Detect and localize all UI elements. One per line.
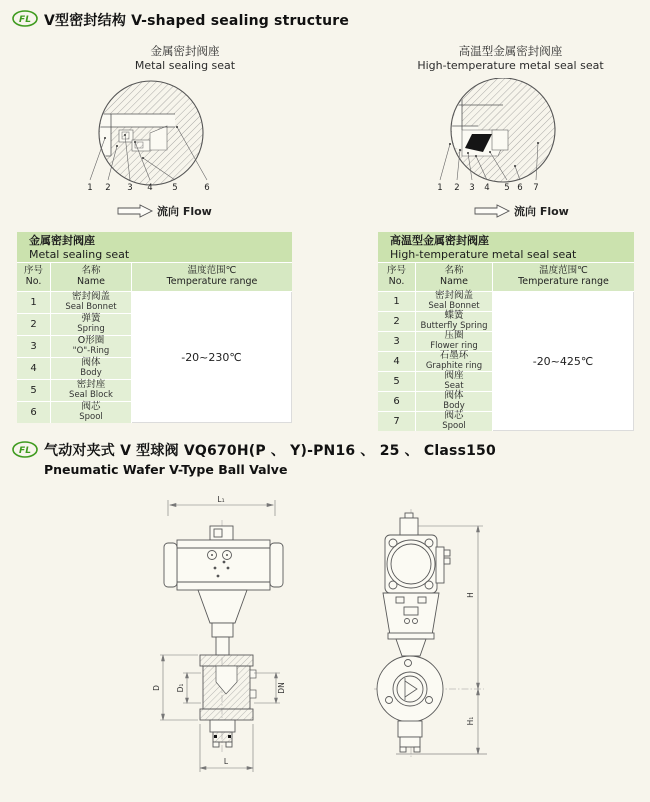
row-no: 1 [17,292,50,313]
valve-side-view-drawing [352,495,512,785]
section1-title: V型密封结构 V-shaped sealing structure [44,13,350,29]
dim-h1 [477,689,480,754]
row-name: 阀体 Body [51,358,131,379]
caption-zh: 金属密封阀座 [150,44,220,58]
col-header-no: 序号 No. [17,263,50,291]
col-header-temp: 温度范围℃ Temperature range [493,263,634,291]
col-header-no: 序号 No. [378,263,415,291]
caption-en: Metal sealing seat [134,58,236,72]
row-no: 6 [17,402,50,423]
actuator-end-view [385,513,450,593]
svg-text:D: D [152,685,161,691]
svg-text:2: 2 [454,183,460,193]
svg-text:3: 3 [469,183,475,193]
table-title-en: Metal sealing seat [29,247,130,261]
caption-high-temp-seal [388,44,633,73]
flow-arrow-icon [475,205,509,217]
svg-text:2: 2 [105,183,111,193]
caption-en: High-temperature metal seal seat [417,58,604,72]
row-name: 阀芯 Spool [51,402,131,423]
temp-range-value: -20~425℃ [493,292,634,431]
table-title [378,232,634,262]
svg-text:1: 1 [437,183,443,193]
dim-d1 [183,673,201,703]
row-no: 3 [17,336,50,357]
valve-front-view-drawing [140,492,340,787]
row-no: 6 [378,392,415,411]
section2-title-zh: 气动对夹式 V 型球阀 VQ670H(P 、 Y)-PN16 、 25 、 Class150 [44,443,496,459]
col-header-name: 名称 Name [51,263,131,291]
metal-seal-section-diagram [75,78,305,228]
caption-metal-seal [75,44,295,73]
valve-face-view [377,656,443,722]
table-high-temp-seal [378,232,634,431]
row-no: 3 [378,332,415,351]
row-name: 蝶簧 Butterfly Spring [416,312,492,331]
table-title-zh: 金属密封阀座 [29,234,95,247]
actuator-front [164,526,283,590]
svg-text:6: 6 [204,183,210,193]
svg-text:DN: DN [277,682,286,694]
mounting-bracket [198,590,247,655]
svg-text:4: 4 [484,183,490,193]
row-no: 1 [378,292,415,311]
flow-label: 流向 Flow [157,205,212,218]
svg-text:4: 4 [147,183,153,193]
section1-header [12,10,349,30]
row-name: 阀芯 Spool [416,412,492,431]
table-title [17,232,292,262]
row-name: 压圈 Flower ring [416,332,492,351]
row-name: 密封座 Seal Block [51,380,131,401]
row-name: 阀体 Body [416,392,492,411]
row-no: 5 [17,380,50,401]
callout-numbers [437,183,538,193]
stem-gland [210,720,235,747]
svg-text:1: 1 [87,183,93,193]
flow-arrow-icon [118,205,152,217]
svg-text:7: 7 [533,183,539,193]
section2-header [12,440,496,477]
row-name: 弹簧 Spring [51,314,131,335]
row-no: 2 [378,312,415,331]
row-name: 阀座 Seat [416,372,492,391]
row-no: 5 [378,372,415,391]
row-name: 密封阀盖 Seal Bonnet [416,292,492,311]
row-name: 石墨环 Graphite ring [416,352,492,371]
col-header-name: 名称 Name [416,263,492,291]
svg-text:H₁: H₁ [466,716,475,726]
table-metal-seal [17,232,292,423]
svg-text:L₁: L₁ [217,495,225,504]
table-title-en: High-temperature metal seal seat [390,247,577,261]
brand-logo-text: FL [19,15,31,25]
dim-labels [466,592,475,725]
svg-text:6: 6 [517,183,523,193]
brand-logo-icon [12,441,38,458]
mounting-bracket-side [383,593,439,656]
row-name: 密封阀盖 Seal Bonnet [51,292,131,313]
row-name: O形圈 "O"-Ring [51,336,131,357]
svg-text:D₁: D₁ [176,683,185,693]
row-no: 4 [17,358,50,379]
caption-zh: 高温型金属密封阀座 [458,44,563,58]
callout-numbers [87,183,209,193]
brand-logo-icon [12,10,38,27]
row-no: 2 [17,314,50,335]
table-title-zh: 高温型金属密封阀座 [390,234,489,247]
svg-text:5: 5 [504,183,510,193]
section2-title-en: Pneumatic Wafer V-Type Ball Valve [44,462,288,477]
row-no: 4 [378,352,415,371]
row-no: 7 [378,412,415,431]
valve-body-section [200,655,256,720]
svg-text:L: L [223,757,229,766]
high-temp-seal-section-diagram [420,78,640,228]
col-header-temp: 温度范围℃ Temperature range [132,263,292,291]
svg-text:H: H [466,592,475,598]
temp-range-value: -20~230℃ [132,292,292,423]
svg-text:5: 5 [172,183,178,193]
brand-logo-text: FL [19,446,31,456]
svg-text:3: 3 [127,183,133,193]
flow-label: 流向 Flow [514,205,569,218]
